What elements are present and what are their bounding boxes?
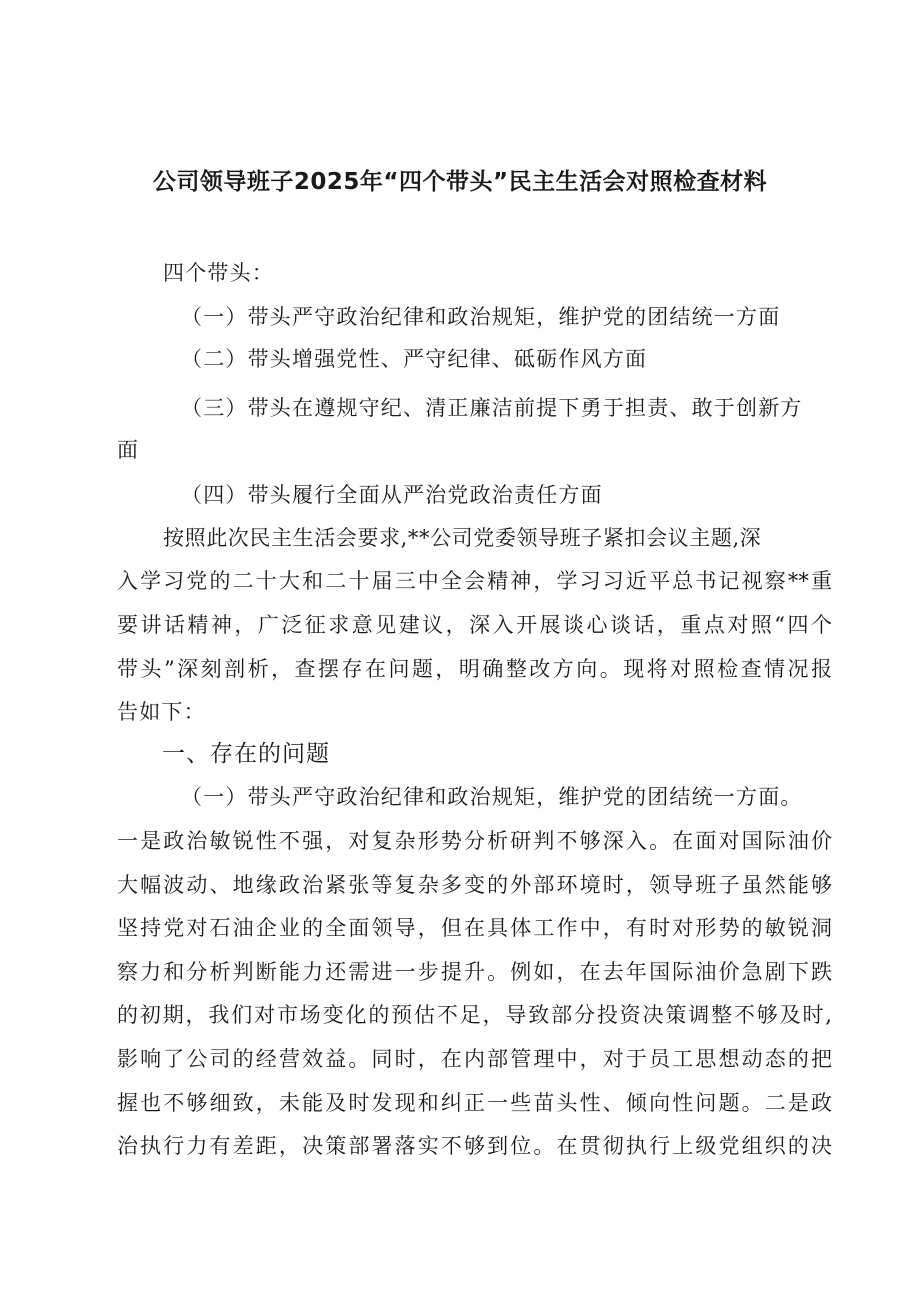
paragraph-line: 告如下：: [117, 700, 206, 724]
paragraph-line: 按照此次民主生活会要求,**公司党委领导班子紧扣会议主题,深: [163, 526, 762, 550]
paragraph-line: 治执行力有差距，决策部署落实不够到位。在贯彻执行上级党组织的决: [117, 1134, 832, 1158]
list-item: （一）带头严守政治纪律和政治规矩，维护党的团结统一方面: [181, 305, 781, 329]
paragraph-line: 大幅波动、地缘政治紧张等复杂多变的外部环境时，领导班子虽然能够: [117, 873, 832, 897]
section-heading: 一、存在的问题: [162, 741, 330, 767]
paragraph-line: 要讲话精神，广泛征求意见建议，深入开展谈心谈话，重点对照“四个: [117, 613, 832, 637]
list-item: （三）带头在遵规守纪、清正廉洁前提下勇于担责、敢于创新方: [181, 396, 803, 420]
paragraph-line: 的初期，我们对市场变化的预估不足，导致部分投资决策调整不够及时,: [117, 1003, 832, 1027]
paragraph-line: 影响了公司的经营效益。同时，在内部管理中，对于员工思想动态的把: [117, 1047, 832, 1071]
document-title: 公司领导班子2025年“四个带头”民主生活会对照检查材料: [152, 169, 768, 195]
paragraph-line: 入学习党的二十大和二十届三中全会精神，学习习近平总书记视察**重: [117, 569, 832, 593]
list-item: （四）带头履行全面从严治党政治责任方面: [181, 483, 603, 507]
subsection-heading: （一）带头严守政治纪律和政治规矩，维护党的团结统一方面。: [181, 785, 803, 809]
paragraph-line: 一是政治敏锐性不强，对复杂形势分析研判不够深入。在面对国际油价: [117, 829, 832, 853]
paragraph-line: 坚持党对石油企业的全面领导，但在具体工作中，有时对形势的敏锐洞: [117, 916, 832, 940]
paragraph-line: 握也不够细致，未能及时发现和纠正一些苗头性、倾向性问题。二是政: [117, 1091, 832, 1115]
paragraph-line: 察力和分析判断能力还需进一步提升。例如，在去年国际油价急剧下跌: [117, 960, 832, 984]
paragraph-line: 带头”深刻剖析，查摆存在问题，明确整改方向。现将对照检查情况报: [117, 657, 832, 681]
intro-label: 四个带头：: [163, 261, 274, 285]
list-item: （二）带头增强党性、严守纪律、砥砺作风方面: [181, 347, 648, 371]
list-item-continuation: 面: [117, 438, 140, 462]
